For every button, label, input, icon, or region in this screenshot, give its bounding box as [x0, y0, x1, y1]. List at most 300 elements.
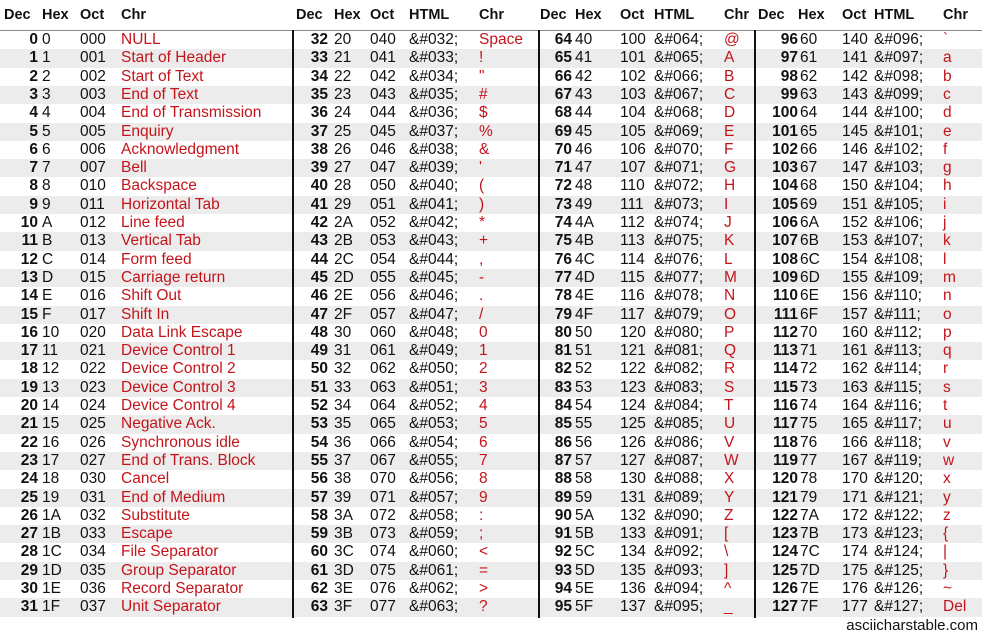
- cell-dec: 12: [20, 250, 38, 268]
- cell-hex: 3E: [334, 580, 353, 597]
- cell-dec: 73: [554, 195, 572, 213]
- cell-hex: 6D: [800, 268, 820, 286]
- table-row: [294, 159, 538, 177]
- cell-dec: 98: [780, 67, 798, 85]
- cell-dec: 34: [310, 67, 328, 85]
- cell-dec: 123: [772, 525, 798, 543]
- table-row: [0, 214, 292, 232]
- cell-oct: 125: [620, 415, 646, 433]
- cell-oct: 166: [842, 433, 868, 451]
- cell-chr: File Separator: [121, 543, 219, 561]
- cell-oct: 011: [80, 195, 105, 213]
- cell-hex: 14: [42, 397, 60, 414]
- cell-dec: 101: [772, 122, 798, 140]
- cell-oct: 132: [620, 506, 646, 524]
- cell-chr: l: [943, 250, 947, 268]
- header-hex: Hex: [334, 7, 361, 23]
- cell-dec: 59: [310, 525, 328, 543]
- cell-oct: 055: [370, 268, 396, 286]
- cell-oct: 043: [370, 85, 396, 103]
- table-row: [0, 507, 292, 525]
- cell-oct: 122: [620, 360, 646, 378]
- cell-html: &#054;: [409, 433, 459, 451]
- cell-chr: w: [943, 451, 955, 469]
- cell-dec: 64: [554, 31, 572, 48]
- cell-hex: 55: [575, 415, 593, 433]
- cell-oct: 100: [620, 31, 646, 48]
- cell-oct: 026: [80, 433, 106, 451]
- cell-html: &#061;: [409, 561, 459, 579]
- cell-dec: 51: [310, 378, 328, 396]
- cell-hex: 13: [42, 378, 60, 396]
- cell-html: &#109;: [874, 268, 924, 286]
- cell-dec: 119: [772, 451, 798, 469]
- cell-chr: a: [943, 49, 952, 67]
- header-row: [294, 3, 538, 27]
- cell-chr: n: [943, 287, 952, 305]
- table-row: [0, 360, 292, 378]
- cell-hex: 26: [334, 140, 352, 158]
- table-row: [756, 434, 982, 452]
- cell-hex: 3D: [334, 561, 354, 579]
- cell-hex: 8: [42, 177, 51, 195]
- cell-html: &#124;: [874, 543, 924, 561]
- table-row: [540, 159, 754, 177]
- cell-oct: 035: [80, 561, 106, 579]
- cell-hex: 77: [800, 451, 818, 469]
- cell-chr: V: [724, 433, 735, 451]
- cell-oct: 142: [842, 67, 868, 85]
- header-hex: Hex: [798, 7, 825, 23]
- cell-hex: 67: [800, 159, 818, 177]
- cell-html: &#087;: [654, 451, 704, 469]
- cell-dec: 118: [772, 433, 798, 451]
- cell-hex: 17: [42, 451, 60, 469]
- table-column-group: [294, 0, 538, 636]
- cell-html: &#075;: [654, 232, 704, 250]
- cell-oct: 103: [620, 85, 646, 103]
- cell-chr: _: [724, 598, 733, 616]
- cell-dec: 61: [310, 561, 328, 579]
- cell-hex: 27: [334, 159, 352, 177]
- cell-html: &#092;: [654, 543, 704, 561]
- table-row: [294, 470, 538, 488]
- cell-dec: 38: [310, 140, 328, 158]
- cell-html: &#103;: [874, 159, 924, 177]
- cell-dec: 24: [20, 470, 38, 488]
- cell-chr: /: [479, 305, 484, 323]
- cell-hex: 18: [42, 470, 60, 488]
- cell-chr: Record Separator: [121, 580, 244, 597]
- cell-chr: Line feed: [121, 214, 185, 231]
- cell-oct: 130: [620, 470, 646, 488]
- cell-oct: 176: [842, 580, 868, 597]
- cell-dec: 60: [310, 543, 328, 561]
- table-row: [294, 68, 538, 86]
- cell-hex: 21: [334, 49, 352, 67]
- cell-oct: 071: [370, 488, 396, 506]
- cell-hex: 6C: [800, 250, 820, 268]
- table-row: [0, 269, 292, 287]
- cell-hex: 52: [575, 360, 593, 378]
- cell-dec: 122: [772, 506, 798, 524]
- cell-html: &#083;: [654, 378, 704, 396]
- cell-chr: W: [724, 451, 739, 469]
- cell-chr: s: [943, 378, 951, 396]
- cell-hex: 50: [575, 323, 593, 341]
- cell-hex: 48: [575, 177, 593, 195]
- cell-dec: 85: [554, 415, 572, 433]
- cell-oct: 105: [620, 122, 646, 140]
- cell-dec: 79: [554, 305, 572, 323]
- cell-hex: 40: [575, 31, 593, 48]
- table-row: [756, 86, 982, 104]
- cell-oct: 115: [620, 268, 645, 286]
- cell-chr: L: [724, 250, 733, 268]
- table-row: [756, 580, 982, 598]
- cell-oct: 052: [370, 214, 396, 231]
- cell-dec: 47: [310, 305, 328, 323]
- cell-dec: 87: [554, 451, 572, 469]
- cell-hex: 28: [334, 177, 352, 195]
- cell-dec: 18: [20, 360, 38, 378]
- cell-hex: 72: [800, 360, 818, 378]
- table-row: [540, 123, 754, 141]
- cell-chr: Device Control 4: [121, 397, 236, 414]
- cell-dec: 66: [554, 67, 572, 85]
- table-row: [540, 141, 754, 159]
- cell-oct: 121: [620, 342, 646, 360]
- cell-html: &#072;: [654, 177, 704, 195]
- cell-dec: 127: [772, 598, 798, 616]
- cell-hex: 36: [334, 433, 352, 451]
- cell-chr: ]: [724, 561, 729, 579]
- cell-oct: 003: [80, 85, 106, 103]
- cell-dec: 2: [29, 67, 38, 85]
- table-row: [0, 287, 292, 305]
- cell-hex: 0: [42, 31, 51, 48]
- cell-oct: 062: [370, 360, 396, 378]
- table-row: [0, 31, 292, 49]
- cell-oct: 147: [842, 159, 868, 177]
- cell-hex: 46: [575, 140, 593, 158]
- table-row: [756, 159, 982, 177]
- cell-hex: D: [42, 268, 54, 286]
- table-row: [0, 49, 292, 67]
- cell-oct: 065: [370, 415, 396, 433]
- table-row: [756, 68, 982, 86]
- cell-chr: !: [479, 49, 484, 67]
- cell-hex: 6B: [800, 232, 819, 250]
- cell-html: &#113;: [874, 342, 922, 360]
- cell-hex: 1C: [42, 543, 62, 561]
- cell-chr: Del: [943, 598, 967, 616]
- table-row: [540, 489, 754, 507]
- cell-oct: 110: [620, 177, 645, 195]
- cell-oct: 135: [620, 561, 646, 579]
- cell-dec: 62: [310, 580, 328, 597]
- cell-hex: 2B: [334, 232, 353, 250]
- cell-html: &#039;: [409, 159, 459, 177]
- cell-dec: 10: [20, 214, 38, 231]
- cell-oct: 141: [842, 49, 868, 67]
- cell-dec: 84: [554, 397, 572, 414]
- cell-dec: 17: [20, 342, 38, 360]
- table-row: [294, 104, 538, 122]
- table-row: [540, 196, 754, 214]
- cell-chr: Z: [724, 506, 734, 524]
- table-row: [0, 562, 292, 580]
- cell-hex: 4B: [575, 232, 594, 250]
- cell-hex: 6A: [800, 214, 819, 231]
- cell-hex: 4F: [575, 305, 594, 323]
- cell-hex: 7E: [800, 580, 819, 597]
- cell-hex: 9: [42, 195, 51, 213]
- cell-dec: 99: [780, 85, 798, 103]
- cell-dec: 81: [554, 342, 572, 360]
- cell-html: &#112;: [874, 323, 922, 341]
- table-row: [540, 251, 754, 269]
- table-row: [294, 232, 538, 250]
- cell-chr: c: [943, 85, 951, 103]
- cell-oct: 037: [80, 598, 106, 616]
- cell-dec: 8: [29, 177, 38, 195]
- header-row: [540, 3, 754, 27]
- cell-hex: 12: [42, 360, 60, 378]
- cell-oct: 010: [80, 177, 106, 195]
- cell-hex: 4A: [575, 214, 594, 231]
- cell-dec: 93: [554, 561, 572, 579]
- cell-dec: 88: [554, 470, 572, 488]
- table-row: [0, 489, 292, 507]
- cell-chr: J: [724, 214, 732, 231]
- cell-html: &#100;: [874, 104, 924, 122]
- cell-hex: 66: [800, 140, 818, 158]
- cell-oct: 137: [620, 598, 646, 616]
- table-row: [756, 104, 982, 122]
- cell-chr: Device Control 1: [121, 342, 236, 360]
- table-row: [0, 324, 292, 342]
- cell-dec: 96: [780, 31, 798, 48]
- cell-chr: t: [943, 397, 948, 414]
- cell-html: &#052;: [409, 397, 459, 414]
- table-row: [756, 452, 982, 470]
- cell-oct: 070: [370, 470, 396, 488]
- cell-html: &#037;: [409, 122, 459, 140]
- cell-html: &#081;: [654, 342, 704, 360]
- cell-oct: 044: [370, 104, 396, 122]
- cell-hex: 73: [800, 378, 818, 396]
- cell-dec: 67: [554, 85, 572, 103]
- table-row: [756, 598, 982, 616]
- table-row: [540, 415, 754, 433]
- table-row: [540, 434, 754, 452]
- table-row: [294, 214, 538, 232]
- cell-dec: 6: [29, 140, 38, 158]
- cell-hex: 5D: [575, 561, 595, 579]
- cell-chr: Enquiry: [121, 122, 174, 140]
- cell-dec: 49: [310, 342, 328, 360]
- cell-html: &#120;: [874, 470, 924, 488]
- cell-oct: 022: [80, 360, 106, 378]
- cell-dec: 7: [29, 159, 38, 177]
- header-oct: Oct: [80, 7, 105, 23]
- cell-html: &#114;: [874, 360, 922, 378]
- cell-dec: 40: [310, 177, 328, 195]
- cell-hex: 61: [800, 49, 818, 67]
- header-row: [0, 3, 292, 27]
- cell-oct: 073: [370, 525, 396, 543]
- cell-hex: 47: [575, 159, 593, 177]
- cell-oct: 114: [620, 250, 645, 268]
- cell-oct: 005: [80, 122, 106, 140]
- table-row: [756, 397, 982, 415]
- cell-oct: 017: [80, 305, 106, 323]
- cell-chr: 5: [479, 415, 488, 433]
- cell-oct: 006: [80, 140, 106, 158]
- cell-chr: m: [943, 268, 956, 286]
- cell-html: &#122;: [874, 506, 924, 524]
- cell-hex: 5F: [575, 598, 594, 616]
- cell-html: &#070;: [654, 140, 704, 158]
- cell-dec: 78: [554, 287, 572, 305]
- cell-chr: o: [943, 305, 952, 323]
- cell-oct: 160: [842, 323, 868, 341]
- table-row: [0, 580, 292, 598]
- table-row: [540, 379, 754, 397]
- cell-hex: 43: [575, 85, 593, 103]
- cell-hex: 1: [42, 49, 51, 67]
- cell-oct: 165: [842, 415, 868, 433]
- cell-oct: 107: [620, 159, 646, 177]
- cell-oct: 136: [620, 580, 646, 597]
- cell-oct: 013: [80, 232, 106, 250]
- cell-oct: 161: [842, 342, 868, 360]
- cell-chr: Acknowledgment: [121, 140, 240, 158]
- cell-chr: 0: [479, 323, 488, 341]
- cell-hex: 7D: [800, 561, 820, 579]
- cell-html: &#105;: [874, 195, 924, 213]
- table-row: [294, 562, 538, 580]
- cell-chr: NULL: [121, 31, 161, 48]
- cell-chr: U: [724, 415, 736, 433]
- table-row: [294, 452, 538, 470]
- cell-chr: R: [724, 360, 736, 378]
- cell-html: &#118;: [874, 433, 922, 451]
- cell-html: &#082;: [654, 360, 704, 378]
- cell-oct: 040: [370, 31, 396, 48]
- table-row: [294, 196, 538, 214]
- cell-hex: 44: [575, 104, 593, 122]
- header-chr: Chr: [121, 7, 146, 23]
- cell-oct: 001: [80, 49, 106, 67]
- cell-dec: 27: [20, 525, 38, 543]
- cell-dec: 125: [772, 561, 798, 579]
- header-dec: Dec: [540, 7, 567, 23]
- cell-dec: 112: [772, 323, 798, 341]
- cell-dec: 11: [21, 232, 38, 250]
- cell-html: &#106;: [874, 214, 924, 231]
- table-row: [294, 31, 538, 49]
- cell-hex: 30: [334, 323, 352, 341]
- cell-hex: 60: [800, 31, 818, 48]
- table-row: [294, 342, 538, 360]
- cell-hex: 2A: [334, 214, 353, 231]
- cell-chr: {: [943, 525, 949, 543]
- cell-hex: 38: [334, 470, 352, 488]
- cell-hex: 1A: [42, 506, 61, 524]
- cell-dec: 86: [554, 433, 572, 451]
- cell-html: &#050;: [409, 360, 459, 378]
- table-row: [0, 434, 292, 452]
- cell-oct: 131: [620, 488, 646, 506]
- cell-oct: 015: [80, 268, 106, 286]
- cell-html: &#048;: [409, 323, 459, 341]
- cell-html: &#079;: [654, 305, 704, 323]
- cell-html: &#044;: [409, 250, 459, 268]
- header-chr: Chr: [479, 7, 504, 23]
- cell-oct: 162: [842, 360, 868, 378]
- cell-hex: 7F: [800, 598, 819, 616]
- cell-hex: 41: [575, 49, 593, 67]
- cell-oct: 172: [842, 506, 868, 524]
- cell-html: &#104;: [874, 177, 924, 195]
- table-row: [756, 141, 982, 159]
- cell-chr: @: [724, 31, 740, 48]
- table-row: [756, 214, 982, 232]
- cell-chr: +: [479, 232, 489, 250]
- cell-dec: 83: [554, 378, 572, 396]
- cell-hex: 5C: [575, 543, 595, 561]
- cell-html: &#126;: [874, 580, 924, 597]
- cell-dec: 43: [310, 232, 328, 250]
- cell-html: &#062;: [409, 580, 459, 597]
- table-row: [0, 342, 292, 360]
- cell-chr: Shift In: [121, 305, 170, 323]
- table-row: [540, 68, 754, 86]
- cell-chr: }: [943, 561, 949, 579]
- cell-dec: 14: [20, 287, 38, 305]
- cell-dec: 71: [554, 159, 572, 177]
- cell-html: &#123;: [874, 525, 924, 543]
- cell-oct: 152: [842, 214, 868, 231]
- cell-oct: 053: [370, 232, 396, 250]
- cell-chr: ): [479, 195, 485, 213]
- cell-chr: -: [479, 268, 485, 286]
- cell-dec: 3: [29, 85, 38, 103]
- cell-html: &#035;: [409, 85, 459, 103]
- cell-chr: Group Separator: [121, 561, 237, 579]
- cell-oct: 104: [620, 104, 646, 122]
- cell-chr: S: [724, 378, 735, 396]
- table-row: [756, 470, 982, 488]
- cell-oct: 014: [80, 250, 106, 268]
- table-row: [540, 269, 754, 287]
- cell-html: &#127;: [874, 598, 924, 616]
- cell-html: &#099;: [874, 85, 924, 103]
- cell-html: &#063;: [409, 598, 459, 616]
- header-hex: Hex: [575, 7, 602, 23]
- table-row: [0, 397, 292, 415]
- cell-chr: %: [479, 122, 493, 140]
- cell-dec: 35: [310, 85, 328, 103]
- cell-chr: 7: [479, 451, 488, 469]
- cell-oct: 057: [370, 305, 396, 323]
- cell-chr: End of Transmission: [121, 104, 262, 122]
- table-row: [0, 251, 292, 269]
- table-row: [540, 177, 754, 195]
- cell-html: &#089;: [654, 488, 704, 506]
